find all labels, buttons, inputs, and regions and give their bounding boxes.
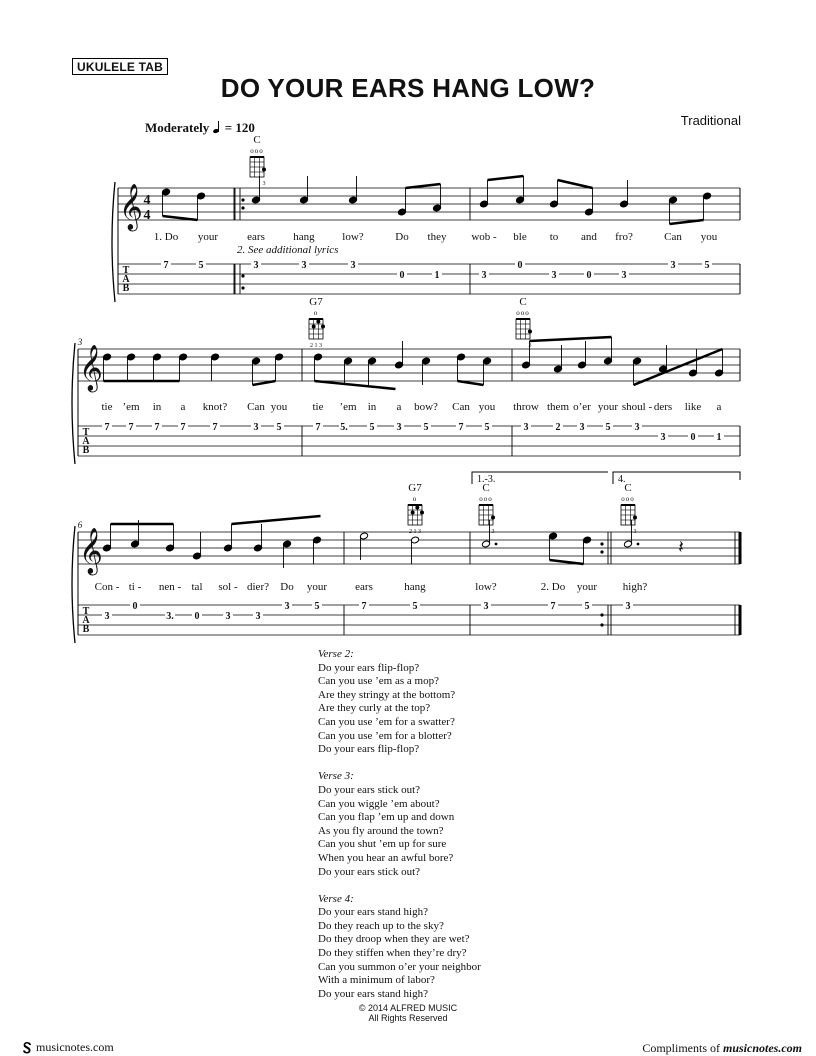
tab-fret-number: 7 bbox=[458, 422, 464, 433]
tab-fret-number: 0 bbox=[399, 270, 405, 281]
tab-fret-number: 3 bbox=[523, 422, 529, 433]
lyric-syllable: you bbox=[700, 231, 718, 243]
rights-line: All Rights Reserved bbox=[368, 1013, 448, 1023]
additional-lyrics bbox=[318, 648, 481, 1015]
verse-line: Can you use ’em for a swatter? bbox=[318, 715, 455, 728]
verse-line: Can you use ’em for a blotter? bbox=[318, 729, 452, 742]
lyric-syllable: a bbox=[396, 401, 402, 413]
tab-fret-number: 5 bbox=[484, 422, 490, 433]
lyric-syllable: they bbox=[427, 231, 447, 243]
verse-line: Can you shut ’em up for sure bbox=[318, 838, 447, 851]
tab-fret-number: 5 bbox=[314, 601, 320, 612]
lyric-syllable: throw bbox=[513, 401, 539, 413]
lyric-syllable: nen - bbox=[158, 581, 182, 593]
lyric-syllable: Do bbox=[280, 581, 294, 593]
tab-fret-number: 5 bbox=[605, 422, 611, 433]
lyric-syllable: Can bbox=[452, 401, 470, 413]
tab-fret-number: 3 bbox=[483, 601, 489, 612]
tab-fret-number: 3 bbox=[350, 260, 356, 271]
verse-line: Do your ears stand high? bbox=[318, 987, 428, 1000]
tab-fret-number: 5 bbox=[412, 601, 418, 612]
lyric-syllable: Do bbox=[395, 231, 409, 243]
chord-fingering: 2 1 3 bbox=[409, 529, 421, 535]
tab-fret-number: 5 bbox=[423, 422, 429, 433]
tempo-value: = 120 bbox=[224, 120, 255, 135]
tab-fret-number: 7 bbox=[361, 601, 367, 612]
lyric-syllable: sol - bbox=[218, 581, 238, 593]
song-title: DO YOUR EARS HANG LOW? bbox=[220, 73, 596, 103]
repeat-dot bbox=[241, 286, 244, 289]
note-beam bbox=[163, 216, 198, 220]
chord-fingering: 3 bbox=[528, 343, 532, 349]
verse-line: Do they reach up to the sky? bbox=[318, 919, 444, 932]
chord-diagram-c bbox=[250, 157, 266, 177]
footer-compliments bbox=[642, 1041, 802, 1056]
chord-fingering: 3 bbox=[633, 529, 637, 535]
lyric-syllable: to bbox=[549, 231, 559, 243]
tab-fret-number: 0 bbox=[690, 432, 696, 443]
tab-fret-number: 3 bbox=[660, 432, 666, 443]
lyric-syllable: in bbox=[367, 401, 377, 413]
verse-3 bbox=[318, 770, 481, 879]
treble-clef-icon: 𝄞 bbox=[79, 528, 103, 573]
tab-clef-letter: T bbox=[122, 265, 130, 276]
lyric-syllable: ’em bbox=[339, 401, 357, 413]
lyric-syllable: bow? bbox=[414, 401, 438, 413]
note-beam bbox=[550, 560, 584, 564]
lyric-syllable: shoul - bbox=[621, 401, 653, 413]
lyric-syllable: 1. Do bbox=[153, 231, 179, 243]
note-beam bbox=[458, 381, 484, 385]
tab-fret-number: 3 bbox=[253, 422, 259, 433]
tab-fret-number: 7 bbox=[128, 422, 134, 433]
tab-fret-number: 5 bbox=[198, 260, 204, 271]
note-beam bbox=[232, 516, 321, 524]
ending-bracket bbox=[613, 472, 740, 484]
tab-clef-letter: B bbox=[82, 624, 90, 635]
lyric-syllable: in bbox=[152, 401, 162, 413]
tab-fret-number: 5 bbox=[276, 422, 282, 433]
chord-dot bbox=[262, 168, 266, 172]
tab-fret-number: 5 bbox=[369, 422, 375, 433]
lyric-syllable: hang bbox=[404, 581, 426, 593]
system-brace bbox=[72, 526, 75, 643]
tab-fret-number: 5. bbox=[340, 422, 348, 433]
chord-diagram-g7 bbox=[309, 319, 325, 339]
tab-fret-number: 3 bbox=[625, 601, 631, 612]
repeat-dot bbox=[600, 613, 603, 616]
tab-fret-number: 3 bbox=[621, 270, 627, 281]
tab-clef-letter: A bbox=[82, 436, 90, 447]
lyric-syllable: your bbox=[576, 581, 598, 593]
tab-fret-number: 3. bbox=[166, 611, 174, 622]
tab-fret-number: 3 bbox=[481, 270, 487, 281]
composer-credit: Traditional bbox=[680, 113, 741, 128]
tab-clef-letter: A bbox=[122, 274, 130, 285]
note-beam bbox=[406, 184, 441, 188]
tab-clef-letter: T bbox=[82, 606, 90, 617]
lyric-syllable: ders bbox=[653, 401, 673, 413]
tab-clef-letter: A bbox=[82, 615, 90, 626]
chord-dot bbox=[491, 516, 495, 520]
chord-open-strings: o bbox=[313, 309, 319, 317]
lyric-syllable: ears bbox=[355, 581, 373, 593]
chord-name: C bbox=[624, 482, 632, 494]
note-beam bbox=[670, 220, 704, 224]
lyric-syllable: your bbox=[597, 401, 619, 413]
verse-line: Do they droop when they are wet? bbox=[318, 933, 470, 946]
tab-fret-number: 7 bbox=[315, 422, 321, 433]
note-beam bbox=[634, 349, 723, 385]
verse-line: Do they stiffen when they’re dry? bbox=[318, 947, 467, 960]
lyric-syllable: and bbox=[581, 231, 597, 243]
arrangement-badge: UKULELE TAB bbox=[72, 58, 168, 75]
chord-fingering: 3 bbox=[491, 529, 495, 535]
lyric-syllable: ble bbox=[513, 231, 527, 243]
chord-open-strings: ooo bbox=[250, 147, 264, 155]
lyric-syllable: you bbox=[270, 401, 288, 413]
tab-clef-letter: B bbox=[122, 283, 130, 294]
chord-open-strings: ooo bbox=[479, 495, 493, 503]
note-beam bbox=[530, 337, 612, 341]
dotted-note-dot bbox=[637, 543, 640, 546]
chord-name: G7 bbox=[309, 296, 323, 308]
lyric-syllable: tie bbox=[101, 401, 113, 413]
verse-line: Do your ears flip-flop? bbox=[318, 743, 420, 756]
tab-fret-number: 0 bbox=[194, 611, 200, 622]
tab-fret-number: 7 bbox=[550, 601, 556, 612]
measure-number: 6 bbox=[77, 520, 83, 530]
lyric-syllable: ’em bbox=[122, 401, 140, 413]
measure-number: 3 bbox=[77, 337, 83, 347]
note-beam bbox=[558, 180, 593, 188]
chord-open-strings: o bbox=[412, 495, 418, 503]
footer-site-link[interactable]: musicnotes.com bbox=[36, 1040, 114, 1054]
lyric-syllable: hang bbox=[293, 231, 315, 243]
chord-dot bbox=[633, 516, 637, 520]
repeat-dot bbox=[600, 550, 603, 553]
tab-fret-number: 2 bbox=[555, 422, 561, 433]
tab-fret-number: 3 bbox=[284, 601, 290, 612]
tab-fret-number: 7 bbox=[154, 422, 160, 433]
lyric-syllable: Con - bbox=[94, 581, 120, 593]
note-beam bbox=[253, 381, 276, 385]
tab-fret-number: 7 bbox=[180, 422, 186, 433]
repeat-dot bbox=[241, 274, 244, 277]
repeat-dot bbox=[600, 542, 603, 545]
lyric-syllable: low? bbox=[475, 581, 497, 593]
chord-dot bbox=[312, 325, 316, 329]
verse-line: As you fly around the town? bbox=[318, 824, 444, 837]
lyric-syllable: high? bbox=[622, 581, 648, 593]
repeat-dot bbox=[600, 623, 603, 626]
verse-heading: Verse 4: bbox=[318, 892, 354, 905]
verse-line: Do your ears stick out? bbox=[318, 783, 421, 796]
chord-dot bbox=[321, 325, 325, 329]
tab-fret-number: 7 bbox=[104, 422, 110, 433]
note-beam bbox=[315, 381, 396, 389]
lyric-syllable: Can bbox=[664, 231, 682, 243]
chord-open-strings: ooo bbox=[621, 495, 635, 503]
verse-line: Are they curly at the top? bbox=[318, 702, 431, 715]
verse-2 bbox=[318, 648, 481, 757]
chord-diagram-g7 bbox=[408, 505, 424, 525]
verse-line: Can you wiggle ’em about? bbox=[318, 797, 440, 810]
chord-name: C bbox=[519, 296, 527, 308]
tempo-label: Moderately bbox=[145, 120, 210, 135]
tab-clef-letter: T bbox=[82, 427, 90, 438]
verse-line: Can you use ’em as a mop? bbox=[318, 675, 439, 688]
lyric-syllable: like bbox=[684, 401, 702, 413]
chord-dot bbox=[316, 320, 320, 324]
note-beam bbox=[488, 176, 524, 180]
repeat-dot bbox=[241, 198, 244, 201]
footer-site[interactable] bbox=[22, 1040, 114, 1055]
compliments-prefix: Compliments of bbox=[642, 1041, 720, 1055]
lyric-syllable: a bbox=[716, 401, 722, 413]
chord-dot bbox=[420, 511, 424, 515]
lyric-syllable: them bbox=[547, 401, 569, 413]
system-brace bbox=[112, 182, 115, 302]
time-signature-bottom: 4 bbox=[143, 208, 151, 223]
tab-fret-number: 3 bbox=[634, 422, 640, 433]
lyric-syllable: Can bbox=[247, 401, 265, 413]
lyric-syllable: o’er bbox=[573, 401, 591, 413]
verse-heading: Verse 3: bbox=[318, 770, 354, 783]
lyric-line-2: 2. See additional lyrics bbox=[237, 244, 339, 256]
verse-line: Do your ears flip-flop? bbox=[318, 661, 420, 674]
lyric-syllable: your bbox=[306, 581, 328, 593]
verse-line: Are they stringy at the bottom? bbox=[318, 688, 456, 701]
chord-fingering: 3 bbox=[262, 181, 266, 187]
chord-dot bbox=[415, 506, 419, 510]
chord-diagram-c bbox=[516, 319, 532, 339]
treble-clef-icon: 𝄞 bbox=[119, 184, 143, 229]
lyric-syllable: your bbox=[197, 231, 219, 243]
chord-name: C bbox=[482, 482, 490, 494]
lyric-syllable: fro? bbox=[615, 231, 633, 243]
lyric-syllable: ti - bbox=[128, 581, 142, 593]
lyric-syllable: dier? bbox=[247, 581, 269, 593]
ending-label: 4. bbox=[618, 474, 626, 485]
tab-fret-number: 3 bbox=[551, 270, 557, 281]
tab-fret-number: 1 bbox=[716, 432, 722, 443]
tab-fret-number: 3 bbox=[579, 422, 585, 433]
chord-name: G7 bbox=[408, 482, 422, 494]
verse-4 bbox=[318, 893, 481, 1002]
verse-heading: Verse 2: bbox=[318, 648, 354, 660]
chord-open-strings: ooo bbox=[516, 309, 530, 317]
tab-fret-number: 3 bbox=[255, 611, 261, 622]
lyric-syllable: low? bbox=[342, 231, 364, 243]
dotted-note-dot bbox=[495, 543, 498, 546]
repeat-dot bbox=[241, 206, 244, 209]
chord-dot bbox=[528, 330, 532, 334]
verse-line: With a minimum of labor? bbox=[318, 974, 435, 987]
copyright-line: © 2014 ALFRED MUSIC bbox=[358, 1003, 458, 1013]
tab-fret-number: 0 bbox=[586, 270, 592, 281]
chord-fingering: 2 1 3 bbox=[310, 343, 322, 349]
tab-fret-number: 7 bbox=[212, 422, 218, 433]
chord-diagram-c bbox=[479, 505, 495, 525]
tab-fret-number: 5 bbox=[584, 601, 590, 612]
quarter-rest-icon: 𝄽 bbox=[678, 537, 684, 557]
verse-line: When you hear an awful bore? bbox=[318, 851, 454, 864]
system-brace bbox=[72, 343, 75, 464]
verse-line: Can you flap ’em up and down bbox=[318, 811, 455, 824]
musicnotes-logo-icon bbox=[22, 1041, 32, 1055]
treble-clef-icon: 𝄞 bbox=[79, 345, 103, 390]
copyright-notice bbox=[0, 1003, 816, 1023]
lyric-syllable: tie bbox=[312, 401, 324, 413]
tab-fret-number: 3 bbox=[104, 611, 110, 622]
compliments-site[interactable]: musicnotes.com bbox=[722, 1041, 802, 1055]
tab-fret-number: 7 bbox=[163, 260, 169, 271]
lyric-syllable: you bbox=[478, 401, 496, 413]
tab-fret-number: 3 bbox=[253, 260, 259, 271]
lyric-syllable: a bbox=[180, 401, 186, 413]
lyric-syllable: knot? bbox=[202, 401, 228, 413]
lyric-syllable: 2. Do bbox=[540, 581, 566, 593]
tab-fret-number: 0 bbox=[517, 260, 523, 271]
tab-fret-number: 3 bbox=[670, 260, 676, 271]
tab-fret-number: 1 bbox=[434, 270, 440, 281]
verse-line: Do your ears stick out? bbox=[318, 865, 421, 878]
chord-name: C bbox=[253, 134, 261, 146]
tab-fret-number: 0 bbox=[132, 601, 138, 612]
tab-fret-number: 3 bbox=[225, 611, 231, 622]
lyric-syllable: ears bbox=[247, 231, 265, 243]
lyric-syllable: wob - bbox=[471, 231, 497, 243]
tab-fret-number: 3 bbox=[396, 422, 402, 433]
tab-clef-letter: B bbox=[82, 445, 90, 456]
chord-dot bbox=[411, 511, 415, 515]
tab-fret-number: 3 bbox=[301, 260, 307, 271]
tab-fret-number: 5 bbox=[704, 260, 710, 271]
time-signature-top: 4 bbox=[143, 193, 151, 208]
ending-label: 1.-3. bbox=[477, 474, 496, 485]
lyric-syllable: tal bbox=[191, 581, 203, 593]
chord-diagram-c bbox=[621, 505, 637, 525]
verse-line: Can you summon o’er your neighbor bbox=[318, 960, 481, 973]
verse-line: Do your ears stand high? bbox=[318, 906, 428, 919]
